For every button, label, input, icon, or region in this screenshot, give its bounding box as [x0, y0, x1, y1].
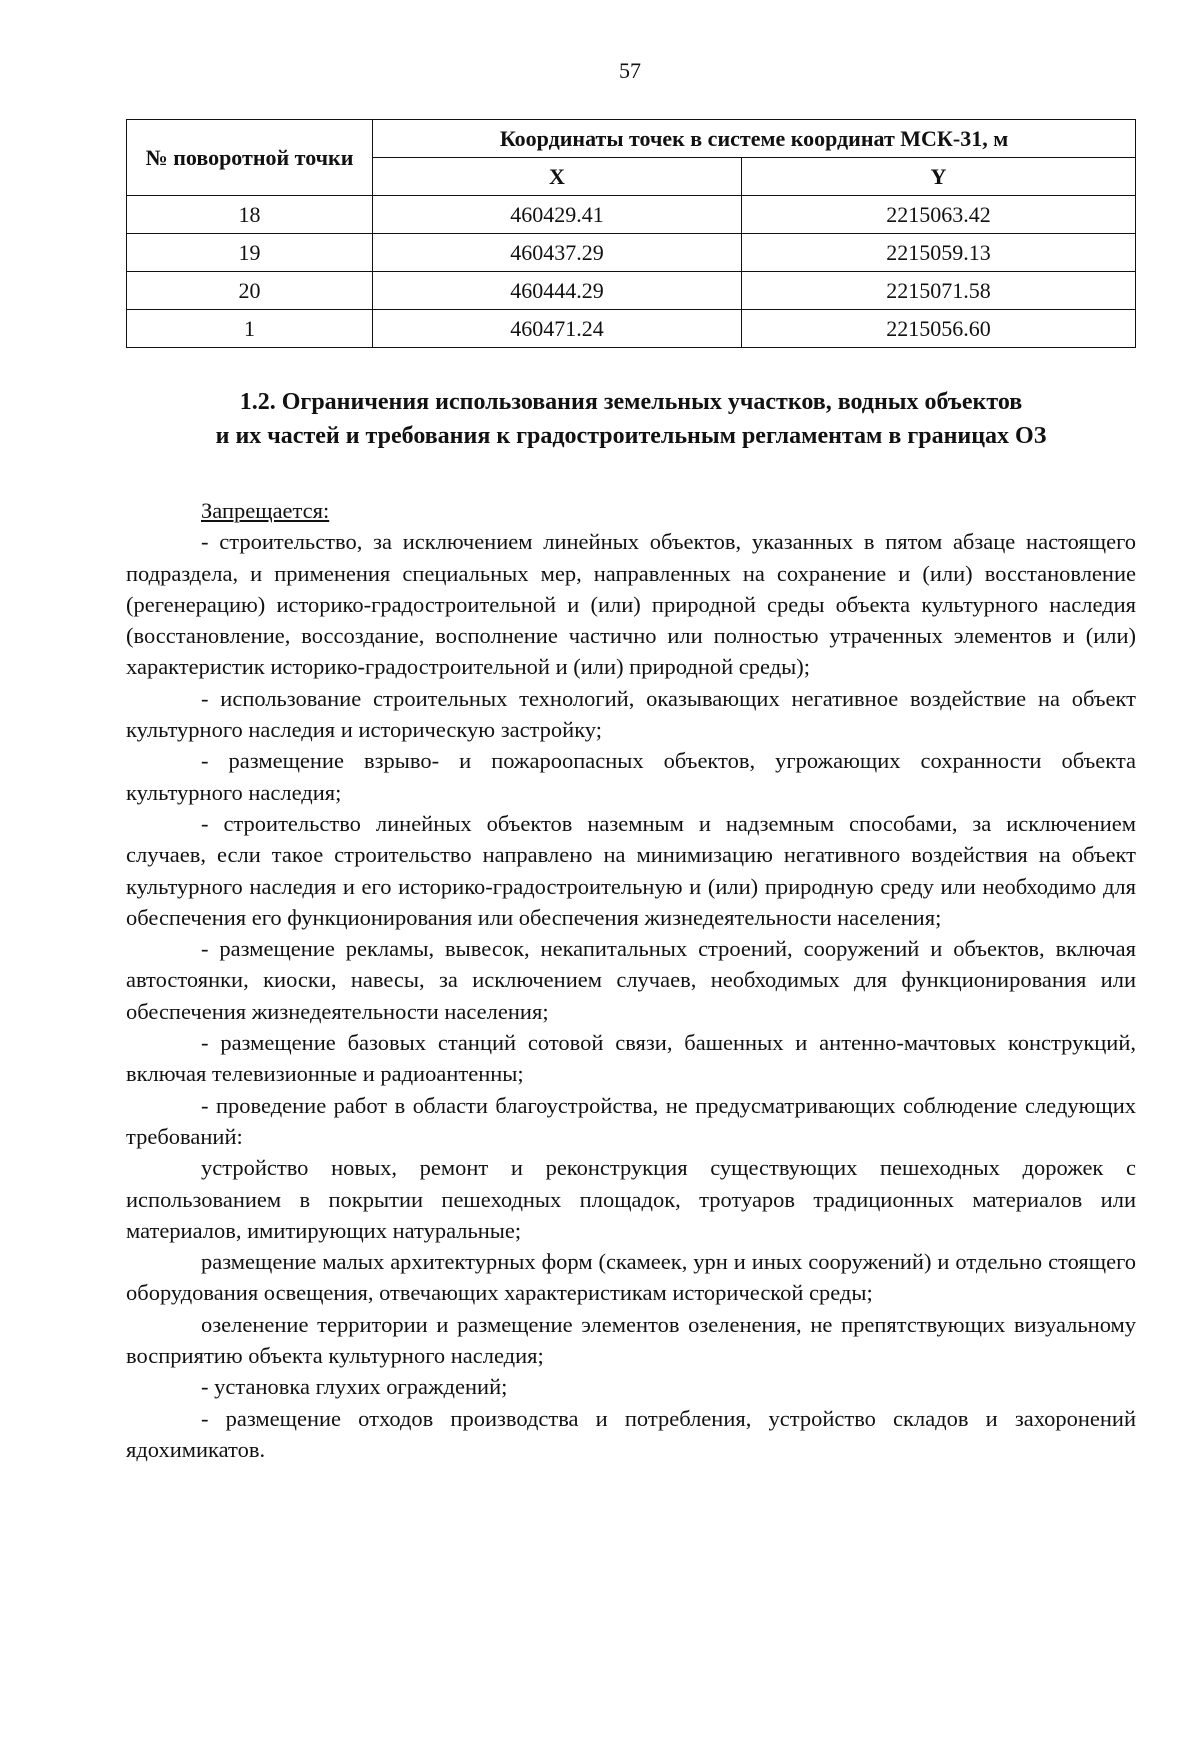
paragraph: - строительство линейных объектов наземным и надземным способами, за исключением случаев, если такое строительство направлено на минимизацию негативного воздействия на объект культурного наследия и его историко-градостроительную и (или) природную среду или необходимо для обеспечения его функционирования или обеспечения жизнедеятельности населения; — [126, 810, 1136, 930]
page-number: 57 — [619, 58, 641, 83]
cell-x: 460471.24 — [373, 310, 742, 348]
cell-y: 2215071.58 — [742, 272, 1136, 310]
cell-x: 460437.29 — [373, 234, 742, 272]
section-heading-line-2: и их частей и требования к градостроительным регламентам в границах ОЗ — [215, 423, 1047, 449]
table-row — [127, 234, 1136, 272]
table-row — [127, 272, 1136, 310]
header-point-number: № поворотной точки — [127, 120, 373, 196]
cell-y: 2215063.42 — [742, 196, 1136, 234]
cell-x: 460444.29 — [373, 272, 742, 310]
header-coordinates: Координаты точек в системе координат МСК-31, м — [373, 120, 1136, 158]
header-x: X — [373, 158, 742, 196]
cell-point: 20 — [127, 272, 373, 310]
cell-x: 460429.41 — [373, 196, 742, 234]
cell-point: 1 — [127, 310, 373, 348]
paragraph: - размещение рекламы, вывесок, некапитальных строений, сооружений и объектов, включая автостоянки, киоски, навесы, за исключением случаев, необходимых для функционирования или обеспечения жизнедеятельности населения; — [126, 936, 1136, 1024]
paragraph: устройство новых, ремонт и реконструкция существующих пешеходных дорожек с использованием в покрытии пешеходных площадок, тротуаров традиционных материалов или материалов, имитирующих натуральные; — [126, 1155, 1136, 1243]
table-row — [127, 196, 1136, 234]
intro-label: Запрещается: — [201, 498, 330, 523]
paragraph: озеленение территории и размещение элементов озеленения, не препятствующих визуальному восприятию объекта культурного наследия; — [126, 1311, 1136, 1369]
paragraph: - размещение базовых станций сотовой связи, башенных и антенно-мачтовых конструкций, включая телевизионные и радиоантенны; — [126, 1030, 1136, 1087]
cell-y: 2215056.60 — [742, 310, 1136, 348]
section-heading-line-1: 1.2. Ограничения использования земельных участков, водных объектов — [239, 389, 1023, 415]
intro-paragraph — [126, 495, 1136, 526]
header-y: Y — [742, 158, 1136, 196]
paragraph: размещение малых архитектурных форм (скамеек, урн и иных сооружений) и отдельно стоящего оборудования освещения, отвечающих характеристикам исторической среды; — [126, 1249, 1136, 1306]
section-body — [126, 495, 1136, 1465]
cell-point: 18 — [127, 196, 373, 234]
paragraph: - использование строительных технологий, оказывающих негативное воздействие на объект культурного наследия и историческую застройку; — [126, 685, 1136, 743]
cell-point: 19 — [127, 234, 373, 272]
section-heading — [126, 385, 1136, 453]
coordinates-table — [126, 119, 1136, 348]
paragraph: - установка глухих ограждений; — [201, 1374, 508, 1400]
paragraph: - размещение взрыво- и пожароопасных объектов, угрожающих сохранности объекта культурного наследия; — [126, 748, 1136, 805]
paragraph: - проведение работ в области благоустройства, не предусматривающих соблюдение следующих требований: — [126, 1092, 1136, 1149]
paragraph: - строительство, за исключением линейных объектов, указанных в пятом абзаце настоящего подраздела, и применения специальных мер, направленных на сохранение и (или) восстановление (регенерацию) историко-градостроительной и (или) природной среды объекта культурного наследия (восстановление, воссоздание, восполнение частично или полностью утраченных элементов и (или) характеристик историко-градостроительной и (или) природной среды); — [126, 529, 1136, 680]
cell-y: 2215059.13 — [742, 234, 1136, 272]
paragraph: - размещение отходов производства и потребления, устройство складов и захоронений ядохимикатов. — [126, 1405, 1136, 1462]
table-row — [127, 310, 1136, 348]
